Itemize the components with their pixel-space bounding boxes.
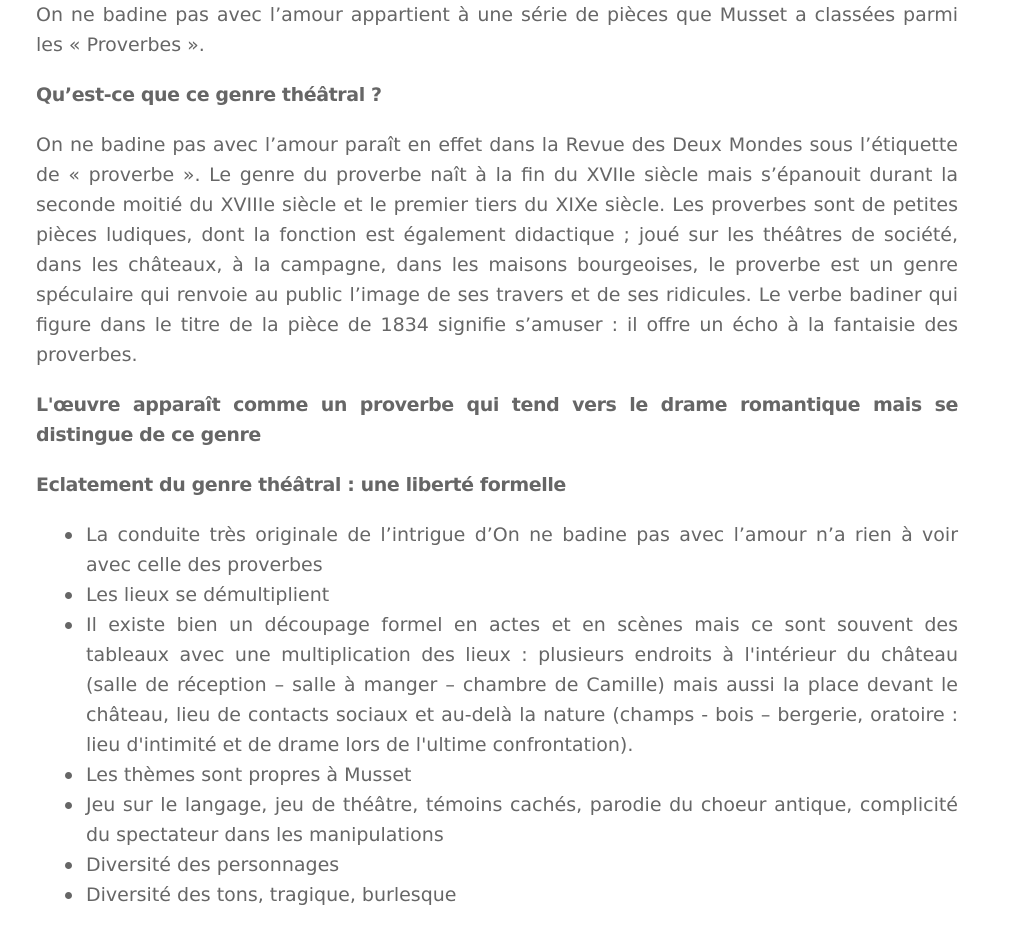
list-item bbox=[86, 760, 958, 790]
bullet-icon bbox=[65, 862, 72, 869]
bullet-icon bbox=[65, 532, 72, 539]
bullet-icon bbox=[65, 892, 72, 899]
points-list bbox=[36, 520, 958, 910]
intro-paragraph: On ne badine pas avec l’amour appartient à une série de pièces que Musset a classées parmi les « Proverbes ». bbox=[36, 4, 958, 56]
list-item-text: Les lieux se démultiplient bbox=[86, 584, 330, 606]
list-item-text: Diversité des personnages bbox=[86, 854, 340, 876]
heading-oeuvre: L'œuvre apparaît comme un proverbe qui tend vers le drame romantique mais se distingue de ce genre bbox=[36, 394, 958, 446]
article-body bbox=[36, 0, 958, 910]
list-item bbox=[86, 520, 958, 580]
list-item bbox=[86, 610, 958, 760]
heading-genre: Qu’est-ce que ce genre théâtral ? bbox=[36, 84, 382, 106]
list-item bbox=[86, 790, 958, 850]
list-item-text: Les thèmes sont propres à Musset bbox=[86, 764, 412, 786]
list-item bbox=[86, 880, 958, 910]
list-item bbox=[86, 850, 958, 880]
list-item-text: Il existe bien un découpage formel en actes et en scènes mais ce sont souvent des tableaux avec une multiplication des lieux : plusieurs endroits à l'intérieur du château (salle de réception – salle à manger – chambre de Camille) mais aussi la place devant le château, lieu de contacts sociaux et au-delà la nature (champs - bois – bergerie, oratoire : lieu d'intimité et de drame lors de l'ultime confrontation). bbox=[86, 614, 958, 756]
list-item bbox=[86, 580, 958, 610]
bullet-icon bbox=[65, 592, 72, 599]
bullet-icon bbox=[65, 622, 72, 629]
bullet-icon bbox=[65, 802, 72, 809]
genre-paragraph: On ne badine pas avec l’amour paraît en effet dans la Revue des Deux Mondes sous l’étiquette de « proverbe ». Le genre du proverbe naît à la fin du XVIIe siècle mais s’épanouit durant la seconde moitié du XVIIIe siècle et le premier tiers du XIXe siècle. Les proverbes sont de petites pièces ludiques, dont la fonction est également didactique ; joué sur les théâtres de société, dans les châteaux, à la campagne, dans les maisons bourgeoises, le proverbe est un genre spéculaire qui renvoie au public l’image de ses travers et de ses ridicules. Le verbe badiner qui figure dans le titre de la pièce de 1834 signifie s’amuser : il offre un écho à la fantaisie des proverbes. bbox=[36, 134, 958, 366]
heading-eclatement: Eclatement du genre théâtral : une liberté formelle bbox=[36, 474, 566, 496]
list-item-text: La conduite très originale de l’intrigue d’On ne badine pas avec l’amour n’a rien à voir avec celle des proverbes bbox=[86, 524, 958, 576]
bullet-icon bbox=[65, 772, 72, 779]
list-item-text: Diversité des tons, tragique, burlesque bbox=[86, 884, 457, 906]
list-item-text: Jeu sur le langage, jeu de théâtre, témoins cachés, parodie du choeur antique, complicité du spectateur dans les manipulations bbox=[86, 794, 958, 846]
